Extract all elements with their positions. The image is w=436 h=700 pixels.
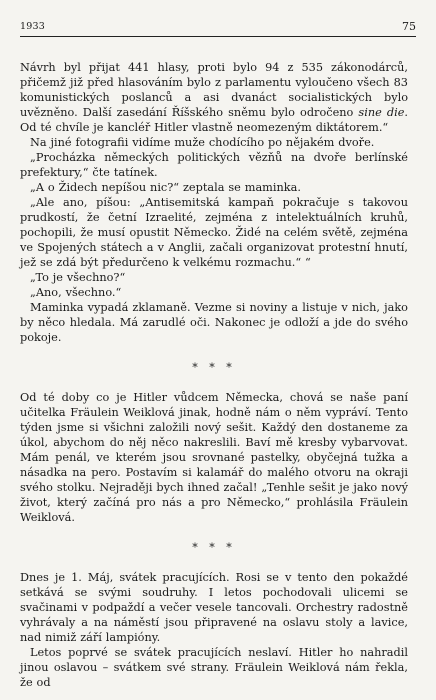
italic-phrase: sine die (358, 106, 405, 119)
paragraph: „To je všechno?“ (30, 271, 126, 284)
paragraph-text: Návrh byl přijat 441 hlasy, proti bylo 94 z 535 zákonodárců, přičemž již před hlasováním bylo z parlamentu vyloučeno všech 83 komunistických poslanců a asi dvanáct socialistických bylo uvězněno. Další zasedání Říšského sněmu bylo odročeno (20, 61, 408, 119)
header-year: 1933 (20, 21, 45, 32)
section-separator: * * * (192, 541, 236, 554)
paragraph: Dnes je 1. Máj, svátek pracujících. Rosi se v tento den pokaždé setkává se svými soudruhy. I letos pochodovali ulicemi se svačinami v podpaždí a večer vesele tancovali. Orchestry radostně vyhrávaly a na náměstí jsou připravené na oslavu stoly a lavice, nad nimiž září lampióny. (20, 571, 408, 644)
section-separator: * * * (192, 361, 236, 374)
paragraph: „A o Židech nepíšou nic?“ zeptala se maminka. (30, 181, 301, 194)
page-number: 75 (402, 20, 416, 33)
paragraph (20, 60, 408, 135)
paragraph: „Ano, všechno.“ (30, 286, 122, 299)
paragraph: Letos poprvé se svátek pracujících neslaví. Hitler ho nahradil jinou oslavou – svátkem své strany. Fräulein Weiklová nám řekla, že od (20, 646, 408, 689)
paragraph: „Procházka německých politických vězňů na dvoře berlínské prefektury,“ čte tatínek. (20, 151, 408, 179)
paragraph: „Ale ano, píšou: „Antisemitská kampaň pokračuje s takovou prudkostí, že četní Izraelité, zejména z intelektuálních kruhů, pochopili, že musí opustit Německo. Židé na celém světě, zejména ve Spojených státech a v Anglii, začali organizovat protestní hnutí, jež se zdá být předurčeno k velkému rozmachu.“ “ (20, 196, 408, 269)
page-body (20, 60, 408, 690)
running-header (20, 20, 416, 37)
paragraph: Maminka vypadá zklamaně. Vezme si noviny a listuje v nich, jako by něco hledala. Má zarudlé oči. Nakonec je odloží a jde do svého pokoje. (20, 301, 408, 344)
paragraph-text: . Od té chvíle je kancléř Hitler vlastně neomezeným diktátorem.“ (20, 106, 408, 134)
paragraph: Od té doby co je Hitler vůdcem Německa, chová se naše paní učitelka Fräulein Weiklová jinak, hodně nám o něm vypráví. Tento týden jsme si všichni založili nový sešit. Každý den dostaneme za úkol, abychom do něj něco nakreslili. Baví mě kresby vybarvovat. Mám penál, ve kterém jsou srovnané pastelky, obyčejná tužka a násadka na pero. Postavím si kalamář do malého otvoru na okraji svého stolku. Nejraději bych ihned začal! „Tenhle sešit je jako nový život, který začíná pro nás a pro Německo,“ prohlásila Fräulein Weiklová. (20, 391, 408, 524)
paragraph: Na jiné fotografii vidíme muže chodícího po nějakém dvoře. (30, 136, 375, 149)
